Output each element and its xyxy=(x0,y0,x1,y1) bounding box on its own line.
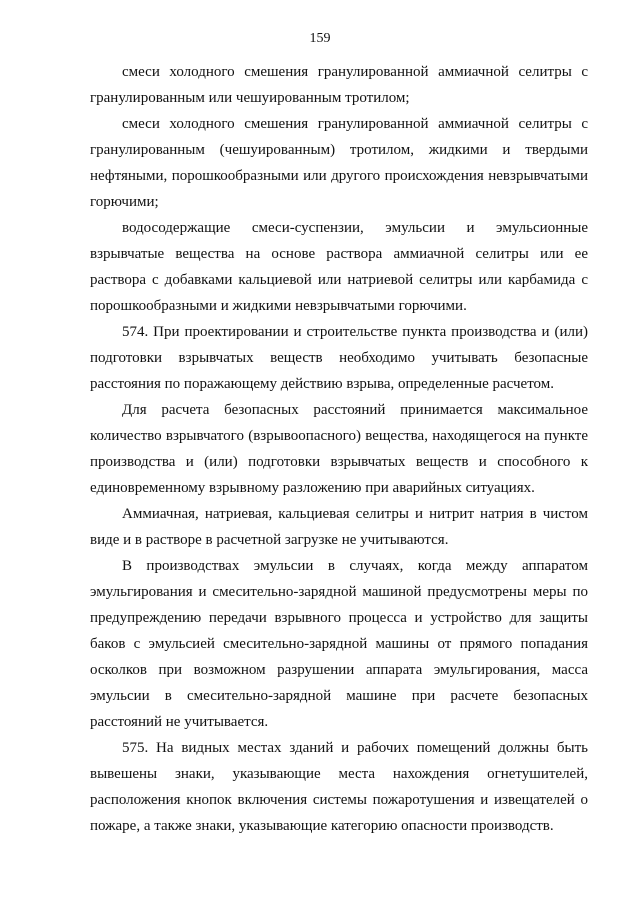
paragraph-water-containing-suspensions: водосодержащие смеси-суспензии, эмульсии и эмульсионные взрывчатые вещества на основе раствора аммиачной селитры или ее раствора с добавками кальциевой или натриевой селитры или карбамида с порошкообразными и жидкими невзрывчатыми горючими. xyxy=(90,220,588,314)
paragraph-safe-distance-calculation: Для расчета безопасных расстояний принимается максимальное количество взрывчатого (взрывоопасного) вещества, находящегося на пункте производства и (или) подготовки взрывчатых веществ и способного к единовременному взрывному разложению при аварийных ситуациях. xyxy=(90,402,588,496)
page-number: 159 xyxy=(309,31,331,46)
paragraph-mixture-liquid-solid-fuels: смеси холодного смешения гранулированной аммиачной селитры с гранулированным (чешуированным) тротилом, жидкими и твердыми нефтяными, порошкообразными или другого происхождения невзрывчатыми горючими; xyxy=(90,116,588,210)
paragraph-nitrates-excluded: Аммиачная, натриевая, кальциевая селитры и нитрит натрия в чистом виде и в растворе в расчетной загрузке не учитываются. xyxy=(90,506,588,548)
paragraph-575: 575. На видных местах зданий и рабочих помещений должны быть вывешены знаки, указывающие места нахождения огнетушителей, расположения кнопок включения системы пожаротушения и извещателей о пожаре, а также знаки, указывающие категорию опасности производств. xyxy=(90,740,588,834)
paragraph-emulsion-production: В производствах эмульсии в случаях, когда между аппаратом эмульгирования и смесительно-зарядной машиной предусмотрены меры по предупреждению передачи взрывного процесса и устройство для защиты баков с эмульсией смесительно-зарядной машины от прямого попадания осколков при возможном разрушении аппарата эмульгирования, масса эмульсии в смесительно-зарядной машине при расчете безопасных расстояний не учитывается. xyxy=(90,558,588,730)
paragraph-574: 574. При проектировании и строительстве пункта производства и (или) подготовки взрывчатых веществ необходимо учитывать безопасные расстояния по поражающему действию взрыва, определенные расчетом. xyxy=(90,324,588,392)
paragraph-mixture-granulated-tnt: смеси холодного смешения гранулированной аммиачной селитры с гранулированным или чешуированным тротилом; xyxy=(90,64,588,106)
